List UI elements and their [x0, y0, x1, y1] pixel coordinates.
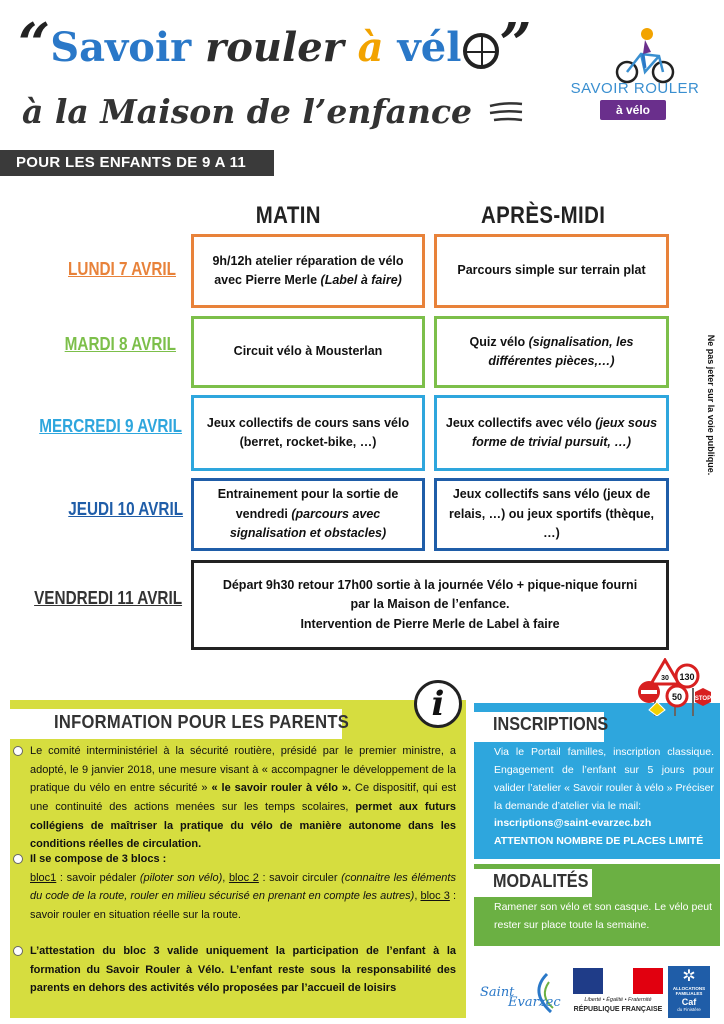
main-title [18, 11, 532, 86]
caf-logo: ✲ ALLOCATIONS FAMILIALES Caf du Finistère [668, 966, 710, 1018]
cell-lundi-matin: 9h/12h atelier réparation de vélo avec Pierre Merle (Label à faire) [191, 234, 425, 308]
title-word-rouler: rouler [205, 24, 344, 71]
svg-text:30: 30 [661, 675, 669, 682]
inscriptions-text: Via le Portail familles, inscription classique. Engagement de l’enfant sur 5 jours pour valider l’atelier « Savoir rouler à vélo » Préciser la demande d’atelier via le mail: inscriptions@saint-evarzec.bzh ATTENTION NOMBRE DE PLACES LIMITÉ [494, 746, 714, 848]
cell-mercredi-apres-midi: Jeux collectifs avec vélo (jeux sous forme de trivial pursuit, …) [434, 395, 669, 471]
rf-name: RÉPUBLIQUE FRANÇAISE [573, 1006, 663, 1013]
rf-motto: Liberté • Égalité • Fraternité [584, 997, 652, 1003]
modalites-title: MODALITÉS [493, 871, 589, 891]
info-title: INFORMATION POUR LES PARENTS [54, 712, 350, 732]
bullet-icon [13, 946, 23, 956]
column-header-matin: MATIN [255, 202, 321, 229]
republique-francaise-logo [573, 968, 663, 1018]
day-label-lundi: LUNDI 7 AVRIL [68, 259, 176, 279]
cell-mardi-matin: Circuit vélo à Mousterlan [191, 316, 425, 388]
svg-text:130: 130 [679, 672, 695, 682]
modalites-text: Ramener son vélo et son casque. Le vélo peut rester sur place toute la semaine. [494, 901, 712, 931]
french-flag-icon [573, 968, 663, 994]
info-paragraph-1: Le comité interministériel à la sécurité routière, présidé par le premier ministre, a adopté, le 9 janvier 2018, une mesure visant à « accompagner le développement de la pratique du vélo en entre sécurité » « le savoir rouler à vélo ». Ce dispositif, qui est une continuité des actions menées sur les temps scolaires, permet aux futurs collégiens de maîtriser la pratique du vélo de manière autonome dans les conditions réelles de circulation. [30, 745, 457, 851]
day-label-mercredi: MERCREDI 9 AVRIL [39, 416, 182, 436]
cell-mardi-apres-midi: Quiz vélo (signalisation, les différentes pièces,…) [434, 316, 669, 388]
road-signs-icon [635, 658, 715, 716]
cell-mercredi-matin: Jeux collectifs de cours sans vélo (berret, rocket-bike, …) [191, 395, 425, 471]
info-icon: i [414, 680, 462, 728]
svg-text:STOP: STOP [694, 696, 712, 702]
svg-text:50: 50 [671, 692, 683, 702]
inscriptions-email[interactable]: inscriptions@saint-evarzec.bzh [494, 817, 652, 830]
day-label-mardi: MARDI 8 AVRIL [64, 334, 176, 354]
age-banner: POUR LES ENFANTS DE 9 A 11 ANS [0, 150, 274, 176]
wheel-icon [463, 33, 499, 69]
title-word-velo: vél [397, 24, 462, 71]
column-header-apres-midi: APRÈS-MIDI [480, 202, 606, 229]
inscriptions-title: INSCRIPTIONS [493, 714, 609, 734]
title-word-a: à [357, 24, 384, 71]
side-note: Ne pas jeter sur la voie publique. [706, 334, 716, 476]
cell-jeudi-matin: Entrainement pour la sortie de vendredi (parcours avec signalisation et obstacles) [191, 478, 425, 551]
day-label-jeudi: JEUDI 10 AVRIL [68, 499, 183, 519]
bullet-icon [13, 854, 23, 864]
logo-text: SAVOIR ROULER [570, 80, 700, 97]
quote-open: “ [18, 11, 51, 77]
info-paragraph-3: L’attestation du bloc 3 valide uniquement la participation de l’enfant à la formation du Savoir Rouler à Vélo. L’enfant reste sous la responsabilité des parents en dehors des activités vélo proposées par l’accueil de loisirs [30, 945, 456, 995]
quote-close: ” [499, 11, 532, 77]
speed-lines-icon [488, 100, 524, 126]
title-word-savoir: Savoir [50, 24, 192, 71]
day-label-vendredi: VENDREDI 11 AVRIL [34, 588, 182, 608]
subtitle: à la Maison de l’enfance [22, 92, 473, 131]
cyclist-icon [615, 28, 675, 84]
caf-star-icon: ✲ [682, 968, 696, 985]
saint-evarzec-text-1: Saint [480, 985, 515, 1000]
info-paragraph-2: Il se compose de 3 blocs : bloc1 : savoir pédaler (piloter son vélo), bloc 2 : savoir circuler (connaitre les éléments du code de la route, rouler en milieu sécurisé en prenant en compte les autres), bloc 3 : savoir rouler en situation réelle sur la route. [30, 853, 456, 922]
logo-badge: à vélo [600, 100, 666, 120]
savoir-rouler-logo [560, 28, 710, 120]
cell-jeudi-apres-midi: Jeux collectifs sans vélo (jeux de relais, …) ou jeux sportifs (thèque, …) [434, 478, 669, 551]
cell-lundi-apres-midi: Parcours simple sur terrain plat [434, 234, 669, 308]
bullet-icon [13, 746, 23, 756]
saint-evarzec-text-2: Evarzec [508, 995, 561, 1010]
cell-vendredi-journee: Départ 9h30 retour 17h00 sortie à la journée Vélo + pique-nique fourni par la Maison de l’enfance. Intervention de Pierre Merle de Label à faire [191, 560, 669, 650]
